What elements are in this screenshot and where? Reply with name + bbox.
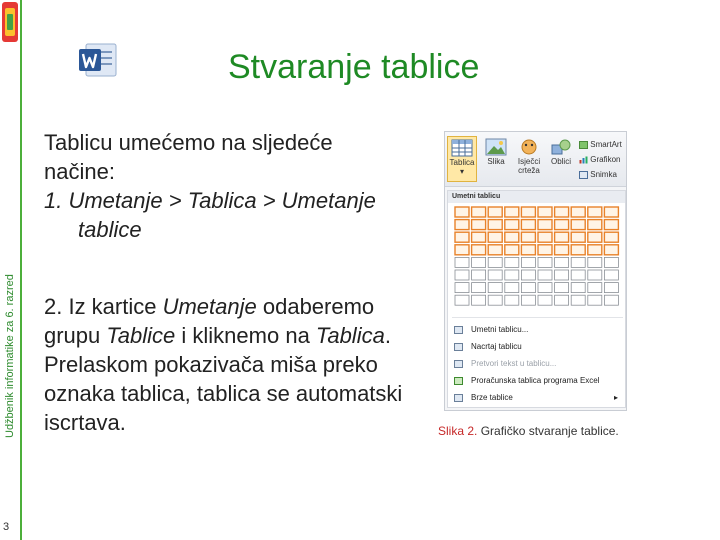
method-paragraph: 2. Iz kartice Umetanje odaberemo grupu Tablice i kliknemo na Tablica. Prelaskom pokazivača miša preko oznaka tablica, tablica se automatski iscrtava. (44, 294, 403, 435)
grid-cell[interactable] (488, 295, 502, 305)
grid-cell[interactable] (455, 245, 469, 255)
chart-icon (579, 156, 588, 164)
grid-cell[interactable] (455, 207, 469, 217)
grid-cell[interactable] (588, 220, 602, 230)
grid-cell[interactable] (538, 245, 552, 255)
grid-cell[interactable] (538, 232, 552, 242)
grid-cell[interactable] (488, 283, 502, 293)
grid-cell[interactable] (472, 245, 486, 255)
grid-cell[interactable] (538, 295, 552, 305)
grid-cell[interactable] (488, 270, 502, 280)
pencil-icon (454, 343, 463, 351)
grid-cell[interactable] (555, 207, 569, 217)
grid-cell[interactable] (555, 295, 569, 305)
grid-cell[interactable] (472, 270, 486, 280)
emphasis-text: Tablica (315, 323, 385, 348)
grid-cell[interactable] (521, 207, 535, 217)
grid-cell[interactable] (588, 283, 602, 293)
grid-cell[interactable] (505, 220, 519, 230)
grid-cell[interactable] (571, 207, 585, 217)
grid-cell[interactable] (555, 245, 569, 255)
table-icon (451, 139, 473, 157)
grid-cell[interactable] (472, 207, 486, 217)
school-logo-icon (0, 0, 20, 44)
grid-cell[interactable] (521, 232, 535, 242)
grid-cell[interactable] (571, 232, 585, 242)
quick-tables-icon (454, 394, 463, 402)
grid-cell[interactable] (604, 257, 618, 267)
intro-paragraph (44, 128, 419, 244)
grid-cell[interactable] (455, 232, 469, 242)
grid-cell[interactable] (455, 257, 469, 267)
grid-cell[interactable] (604, 295, 618, 305)
grid-cell[interactable] (555, 270, 569, 280)
menu-item-insert-table[interactable]: Umetni tablicu... (454, 325, 528, 334)
grid-cell[interactable] (604, 270, 618, 280)
picture-icon (485, 138, 507, 156)
grid-cell[interactable] (538, 257, 552, 267)
menu-item-quick-tables[interactable]: Brze tablice ▸ (454, 393, 620, 402)
grid-cell[interactable] (488, 232, 502, 242)
grid-cell[interactable] (588, 245, 602, 255)
grid-cell[interactable] (571, 220, 585, 230)
grid-cell[interactable] (455, 270, 469, 280)
caption-text: Grafičko stvaranje tablice. (477, 424, 619, 438)
grid-cell[interactable] (538, 270, 552, 280)
ribbon-clipart-button[interactable]: Isječci crteža (513, 136, 545, 175)
word-app-icon (78, 40, 118, 80)
grid-cell[interactable] (571, 283, 585, 293)
grid-cell[interactable] (455, 220, 469, 230)
table-size-grid[interactable] (454, 206, 620, 312)
grid-cell[interactable] (505, 257, 519, 267)
table-menu-screenshot (444, 131, 627, 411)
grid-cell[interactable] (588, 207, 602, 217)
ribbon-chart-button[interactable]: Grafikon (579, 155, 620, 164)
grid-cell[interactable] (604, 207, 618, 217)
menu-item-convert-text[interactable]: Pretvori tekst u tablicu... (454, 359, 556, 368)
grid-cell[interactable] (505, 207, 519, 217)
table-dropdown-menu (447, 190, 626, 408)
grid-cell[interactable] (555, 257, 569, 267)
grid-cell[interactable] (521, 245, 535, 255)
grid-cell[interactable] (455, 283, 469, 293)
page-number: 3 (3, 521, 10, 533)
grid-cell[interactable] (588, 257, 602, 267)
grid-cell[interactable] (472, 220, 486, 230)
grid-cell[interactable] (488, 207, 502, 217)
grid-cell[interactable] (488, 257, 502, 267)
sidebar-caption: Udžbenik informatike za 6. razred (4, 274, 16, 438)
convert-icon (454, 360, 463, 368)
grid-cell[interactable] (571, 245, 585, 255)
emphasis-text: Umetanje (162, 294, 257, 319)
grid-cell[interactable] (538, 220, 552, 230)
grid-cell[interactable] (571, 295, 585, 305)
grid-cell[interactable] (455, 295, 469, 305)
menu-item-draw-table[interactable]: Nacrtaj tablicu (454, 342, 522, 351)
grid-cell[interactable] (472, 283, 486, 293)
smartart-icon (579, 141, 588, 149)
grid-cell[interactable] (521, 283, 535, 293)
grid-cell[interactable] (604, 245, 618, 255)
submenu-arrow-icon: ▸ (613, 393, 618, 402)
ribbon (445, 132, 627, 187)
grid-cell[interactable] (521, 257, 535, 267)
shapes-icon (550, 138, 572, 156)
grid-cell[interactable] (472, 295, 486, 305)
excel-icon (454, 377, 463, 385)
ribbon-shapes-button[interactable]: Oblici (546, 136, 576, 166)
grid-cell[interactable] (521, 220, 535, 230)
menu-divider (452, 317, 623, 318)
grid-cell[interactable] (604, 283, 618, 293)
intro-line: načine: (44, 159, 115, 184)
sidebar-accent-bar (20, 0, 22, 540)
menu-item-excel-spreadsheet[interactable]: Proračunska tablica programa Excel (454, 376, 600, 385)
figure-caption (438, 424, 619, 438)
grid-cell[interactable] (588, 232, 602, 242)
grid-cell[interactable] (555, 220, 569, 230)
grid-cell[interactable] (538, 283, 552, 293)
grid-cell[interactable] (588, 270, 602, 280)
menu-header: Umetni tablicu (448, 191, 625, 203)
grid-cell[interactable] (472, 257, 486, 267)
table-icon (454, 326, 463, 334)
grid-cell[interactable] (571, 257, 585, 267)
grid-cell[interactable] (488, 245, 502, 255)
grid-cell[interactable] (521, 295, 535, 305)
screenshot-icon (579, 171, 588, 179)
method-list-item: 1. Umetanje > Tablica > Umetanje tablice (44, 188, 376, 242)
grid-cell[interactable] (505, 283, 519, 293)
grid-cell[interactable] (505, 295, 519, 305)
grid-cell[interactable] (505, 232, 519, 242)
clipart-icon (518, 138, 540, 156)
grid-cell[interactable] (571, 270, 585, 280)
grid-cell[interactable] (538, 207, 552, 217)
grid-cell[interactable] (488, 220, 502, 230)
grid-cell[interactable] (505, 245, 519, 255)
grid-cell[interactable] (604, 232, 618, 242)
slide-title: Stvaranje tablice (228, 48, 480, 86)
ribbon-screenshot-button[interactable]: Snimka (579, 170, 617, 179)
ribbon-table-button[interactable]: Tablica ▾ (447, 136, 477, 182)
grid-cell[interactable] (472, 232, 486, 242)
grid-cell[interactable] (604, 220, 618, 230)
ribbon-smartart-button[interactable]: SmartArt (579, 140, 622, 149)
intro-line: Tablicu umećemo na sljedeće (44, 130, 333, 155)
caption-label: Slika 2. (438, 424, 478, 438)
ribbon-picture-button[interactable]: Slika (482, 136, 510, 166)
grid-cell[interactable] (505, 270, 519, 280)
emphasis-text: Tablice (106, 323, 176, 348)
grid-cell[interactable] (555, 283, 569, 293)
grid-cell[interactable] (555, 232, 569, 242)
grid-cell[interactable] (588, 295, 602, 305)
grid-cell[interactable] (521, 270, 535, 280)
